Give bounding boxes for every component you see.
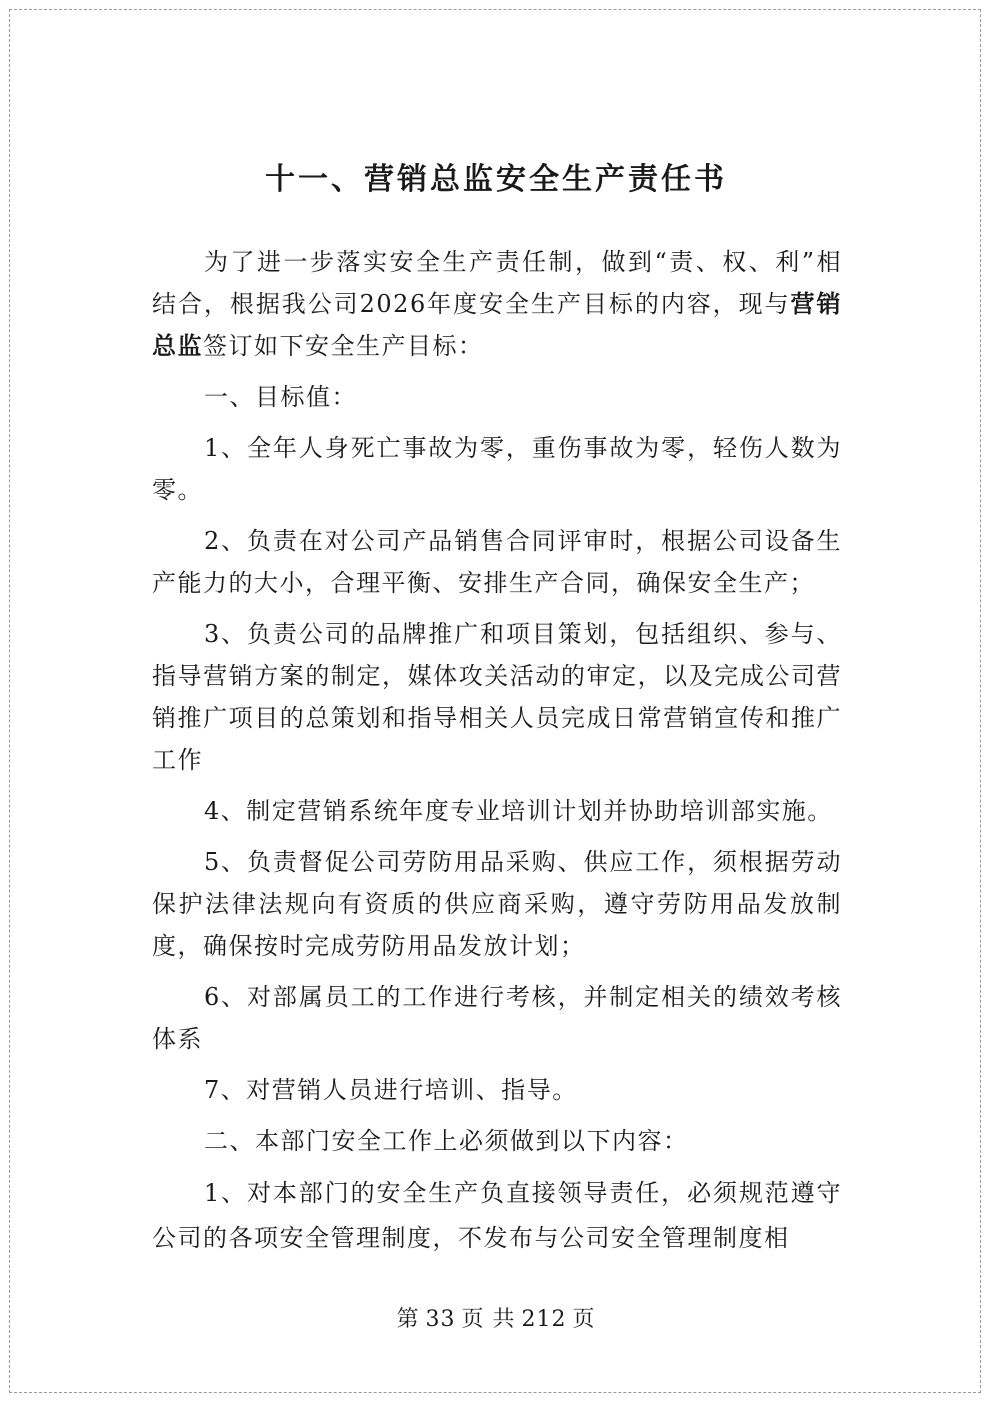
- intro-text: 为了进一步落实安全生产责任制，做到“责、权、利”相结合，根据我公司2026年度安全生产目标的内容，现与: [152, 248, 842, 318]
- target-item-1: 1、全年人身死亡事故为零，重伤事故为零，轻伤人数为零。: [152, 434, 842, 504]
- target-item-6: 6、对部属员工的工作进行考核，并制定相关的绩效考核体系: [152, 983, 842, 1053]
- intro-paragraph: [152, 241, 842, 367]
- page-footer: [0, 1302, 992, 1333]
- duty-item-1: 1、对本部门的安全生产负直接领导责任，必须规范遵守公司的各项安全管理制度，不发布与公司安全管理制度相: [152, 1179, 842, 1252]
- intro-end: 签订如下安全生产目标：: [203, 332, 484, 360]
- target-item-7: 7、对营销人员进行培训、指导。: [204, 1076, 578, 1104]
- target-item-5: 5、负责督促公司劳防用品采购、供应工作，须根据劳动保护法律法规向有资质的供应商采购，遵守劳防用品发放制度，确保按时完成劳防用品发放计划；: [152, 848, 842, 960]
- document-title: 十一、营销总监安全生产责任书: [265, 162, 727, 197]
- section-heading-1: 一、目标值：: [204, 383, 357, 411]
- target-item-3: 3、负责公司的品牌推广和项目策划，包括组织、参与、指导营销方案的制定，媒体攻关活动的审定，以及完成公司营销推广项目的总策划和指导相关人员完成日常营销宣传和推广工作: [152, 620, 842, 774]
- footer-total-pages: 212: [521, 1307, 567, 1332]
- footer-page-number: 33: [425, 1307, 456, 1332]
- footer-prefix: 第: [396, 1307, 420, 1332]
- footer-middle: 页 共: [461, 1307, 516, 1332]
- footer-suffix: 页: [572, 1307, 596, 1332]
- intro-party: 营销总监: [152, 289, 843, 360]
- target-item-2: 2、负责在对公司产品销售合同评审时，根据公司设备生产能力的大小，合理平衡、安排生产合同，确保安全生产；: [152, 527, 842, 597]
- section-heading-2: 二、本部门安全工作上必须做到以下内容：: [204, 1127, 689, 1155]
- document-body: [152, 241, 842, 1270]
- target-item-4: 4、制定营销系统年度专业培训计划并协助培训部实施。: [204, 797, 833, 825]
